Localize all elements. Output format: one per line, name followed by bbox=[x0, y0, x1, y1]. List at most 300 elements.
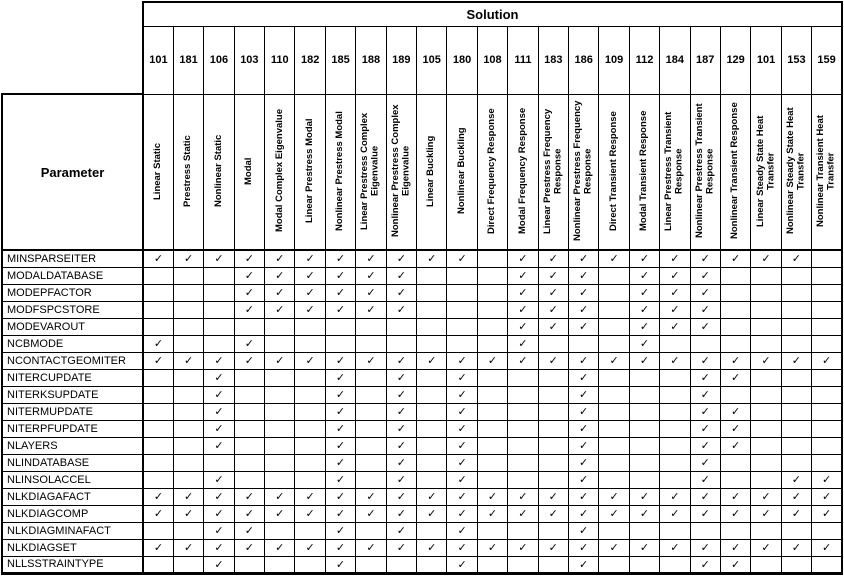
check-cell bbox=[143, 335, 173, 352]
empty-cell bbox=[204, 454, 234, 471]
check-cell bbox=[386, 539, 416, 556]
check-cell bbox=[447, 471, 477, 488]
empty-cell bbox=[781, 454, 811, 471]
check-icon: ✓ bbox=[791, 354, 801, 367]
empty-cell bbox=[204, 284, 234, 301]
check-icon: ✓ bbox=[548, 490, 558, 503]
check-icon: ✓ bbox=[396, 286, 406, 299]
check-cell bbox=[690, 250, 720, 267]
check-cell bbox=[812, 539, 842, 556]
empty-cell bbox=[356, 369, 386, 386]
check-cell bbox=[143, 250, 173, 267]
check-cell bbox=[690, 352, 720, 369]
check-cell bbox=[295, 284, 325, 301]
check-icon: ✓ bbox=[700, 269, 710, 282]
check-icon: ✓ bbox=[548, 303, 558, 316]
check-icon: ✓ bbox=[639, 286, 650, 299]
check-icon: ✓ bbox=[335, 252, 346, 266]
check-icon: ✓ bbox=[579, 456, 589, 469]
empty-cell bbox=[417, 267, 447, 284]
check-cell bbox=[690, 420, 720, 437]
check-cell bbox=[325, 556, 355, 573]
check-icon: ✓ bbox=[639, 541, 650, 554]
check-icon: ✓ bbox=[670, 541, 680, 554]
empty-cell bbox=[812, 284, 842, 301]
empty-cell bbox=[751, 301, 781, 318]
empty-cell bbox=[173, 386, 203, 403]
check-cell bbox=[508, 267, 538, 284]
check-icon: ✓ bbox=[518, 303, 528, 316]
check-icon: ✓ bbox=[639, 320, 650, 333]
check-cell bbox=[568, 352, 598, 369]
check-icon: ✓ bbox=[335, 473, 346, 486]
check-cell bbox=[508, 250, 538, 267]
column-label-cell bbox=[781, 94, 811, 250]
empty-cell bbox=[629, 522, 659, 539]
check-icon: ✓ bbox=[214, 524, 224, 537]
check-icon: ✓ bbox=[548, 286, 558, 299]
check-icon: ✓ bbox=[821, 490, 832, 503]
check-icon: ✓ bbox=[214, 371, 224, 384]
check-cell bbox=[386, 352, 416, 369]
empty-cell bbox=[265, 437, 295, 454]
check-cell bbox=[265, 267, 295, 284]
empty-cell bbox=[751, 522, 781, 539]
empty-cell bbox=[477, 284, 507, 301]
check-icon: ✓ bbox=[366, 286, 376, 299]
empty-cell bbox=[417, 301, 447, 318]
empty-cell bbox=[204, 301, 234, 318]
empty-cell bbox=[508, 556, 538, 573]
empty-cell bbox=[781, 386, 811, 403]
empty-cell bbox=[477, 522, 507, 539]
check-icon: ✓ bbox=[396, 422, 406, 435]
empty-cell bbox=[629, 369, 659, 386]
check-cell bbox=[690, 369, 720, 386]
check-cell bbox=[690, 318, 720, 335]
empty-cell bbox=[417, 556, 447, 573]
check-cell bbox=[204, 437, 234, 454]
empty-cell bbox=[265, 386, 295, 403]
column-code: 109 bbox=[599, 26, 629, 94]
check-icon: ✓ bbox=[427, 507, 437, 520]
check-cell bbox=[325, 437, 355, 454]
empty-cell bbox=[325, 318, 355, 335]
check-cell bbox=[204, 505, 234, 522]
check-icon: ✓ bbox=[731, 490, 741, 503]
empty-cell bbox=[629, 420, 659, 437]
empty-cell bbox=[417, 454, 447, 471]
check-cell bbox=[417, 250, 447, 267]
check-cell bbox=[690, 454, 720, 471]
check-cell bbox=[143, 352, 173, 369]
column-label-cell bbox=[477, 94, 507, 250]
check-cell bbox=[386, 301, 416, 318]
check-icon: ✓ bbox=[244, 354, 254, 367]
check-cell bbox=[568, 437, 598, 454]
column-code: 101 bbox=[751, 26, 781, 94]
column-label-cell bbox=[204, 94, 234, 250]
check-icon: ✓ bbox=[548, 541, 558, 554]
check-cell bbox=[325, 420, 355, 437]
empty-cell bbox=[751, 437, 781, 454]
check-cell bbox=[690, 539, 720, 556]
check-cell bbox=[173, 250, 203, 267]
empty-cell bbox=[660, 471, 690, 488]
check-icon: ✓ bbox=[275, 252, 285, 266]
empty-cell bbox=[295, 454, 325, 471]
check-icon: ✓ bbox=[579, 439, 589, 452]
empty-cell bbox=[295, 318, 325, 335]
empty-cell bbox=[477, 386, 507, 403]
empty-cell bbox=[477, 454, 507, 471]
check-cell bbox=[720, 556, 750, 573]
check-icon: ✓ bbox=[639, 303, 650, 316]
check-cell bbox=[568, 284, 598, 301]
check-icon: ✓ bbox=[396, 354, 406, 367]
column-label: Nonlinear Transient Heat Transfer bbox=[815, 115, 837, 227]
empty-cell bbox=[538, 369, 568, 386]
check-icon: ✓ bbox=[335, 557, 346, 571]
check-icon: ✓ bbox=[821, 473, 832, 486]
check-icon: ✓ bbox=[396, 473, 406, 486]
check-cell bbox=[447, 488, 477, 505]
check-cell bbox=[568, 318, 598, 335]
empty-cell bbox=[751, 284, 781, 301]
check-cell bbox=[386, 386, 416, 403]
table-row bbox=[2, 267, 842, 284]
empty-cell bbox=[143, 369, 173, 386]
empty-cell bbox=[751, 403, 781, 420]
column-label: Direct Transient Response bbox=[607, 111, 619, 231]
empty-cell bbox=[599, 301, 629, 318]
check-icon: ✓ bbox=[579, 405, 589, 418]
check-cell bbox=[295, 539, 325, 556]
table-row bbox=[2, 488, 842, 505]
check-icon: ✓ bbox=[609, 541, 619, 554]
check-cell bbox=[325, 267, 355, 284]
column-code: 182 bbox=[295, 26, 325, 94]
empty-cell bbox=[173, 556, 203, 573]
empty-cell bbox=[356, 420, 386, 437]
empty-cell bbox=[477, 335, 507, 352]
check-cell bbox=[447, 250, 477, 267]
empty-cell bbox=[812, 556, 842, 573]
empty-cell bbox=[386, 335, 416, 352]
empty-cell bbox=[599, 369, 629, 386]
check-icon: ✓ bbox=[761, 252, 771, 266]
check-icon: ✓ bbox=[670, 286, 680, 299]
check-cell bbox=[325, 403, 355, 420]
check-cell bbox=[629, 284, 659, 301]
check-icon: ✓ bbox=[548, 269, 558, 282]
column-code: 129 bbox=[720, 26, 750, 94]
empty-cell bbox=[599, 522, 629, 539]
check-icon: ✓ bbox=[366, 269, 376, 282]
check-cell bbox=[234, 505, 264, 522]
empty-cell bbox=[173, 420, 203, 437]
check-icon: ✓ bbox=[761, 490, 771, 503]
check-cell bbox=[720, 420, 750, 437]
parameter-name: NLLSSTRAINTYPE bbox=[2, 556, 143, 573]
check-cell bbox=[508, 301, 538, 318]
empty-cell bbox=[417, 403, 447, 420]
check-cell bbox=[325, 471, 355, 488]
check-cell bbox=[204, 420, 234, 437]
parameter-name: NCBMODE bbox=[2, 335, 143, 352]
check-cell bbox=[173, 505, 203, 522]
empty-cell bbox=[295, 437, 325, 454]
table-row bbox=[2, 284, 842, 301]
empty-cell bbox=[143, 420, 173, 437]
empty-cell bbox=[751, 335, 781, 352]
check-cell bbox=[508, 488, 538, 505]
empty-cell bbox=[599, 420, 629, 437]
check-icon: ✓ bbox=[670, 252, 680, 266]
check-cell bbox=[386, 420, 416, 437]
check-icon: ✓ bbox=[457, 507, 467, 520]
check-cell bbox=[538, 301, 568, 318]
column-code: 111 bbox=[508, 26, 538, 94]
check-icon: ✓ bbox=[579, 252, 589, 266]
check-icon: ✓ bbox=[579, 490, 589, 503]
check-icon: ✓ bbox=[579, 507, 589, 520]
empty-cell bbox=[538, 420, 568, 437]
check-icon: ✓ bbox=[305, 490, 315, 503]
check-icon: ✓ bbox=[275, 354, 285, 367]
check-icon: ✓ bbox=[366, 507, 376, 520]
empty-cell bbox=[538, 471, 568, 488]
empty-cell bbox=[751, 318, 781, 335]
check-icon: ✓ bbox=[396, 371, 406, 384]
check-cell bbox=[325, 522, 355, 539]
column-label: Linear Prestress Transient Response bbox=[663, 111, 685, 231]
table-row bbox=[2, 505, 842, 522]
check-icon: ✓ bbox=[609, 252, 619, 266]
empty-cell bbox=[599, 335, 629, 352]
column-label: Nonlinear Prestress Modal bbox=[334, 111, 346, 231]
check-icon: ✓ bbox=[305, 541, 315, 554]
check-icon: ✓ bbox=[244, 490, 254, 503]
check-cell bbox=[781, 488, 811, 505]
check-cell bbox=[629, 250, 659, 267]
check-cell bbox=[325, 250, 355, 267]
check-icon: ✓ bbox=[579, 473, 589, 486]
empty-cell bbox=[265, 335, 295, 352]
check-cell bbox=[447, 539, 477, 556]
column-label-cell bbox=[751, 94, 781, 250]
empty-cell bbox=[143, 267, 173, 284]
check-icon: ✓ bbox=[457, 456, 467, 469]
check-cell bbox=[720, 250, 750, 267]
check-icon: ✓ bbox=[791, 490, 801, 503]
check-cell bbox=[477, 539, 507, 556]
check-icon: ✓ bbox=[457, 422, 467, 435]
column-label-cell bbox=[538, 94, 568, 250]
empty-cell bbox=[477, 471, 507, 488]
check-cell bbox=[295, 505, 325, 522]
header-row-solution bbox=[2, 2, 842, 26]
column-label-cell bbox=[386, 94, 416, 250]
table-row bbox=[2, 522, 842, 539]
empty-cell bbox=[295, 403, 325, 420]
check-icon: ✓ bbox=[396, 524, 406, 537]
table-row bbox=[2, 318, 842, 335]
empty-cell bbox=[599, 556, 629, 573]
check-icon: ✓ bbox=[670, 490, 680, 503]
check-cell bbox=[690, 471, 720, 488]
empty-cell bbox=[751, 454, 781, 471]
check-icon: ✓ bbox=[305, 354, 315, 367]
empty-cell bbox=[599, 403, 629, 420]
empty-cell bbox=[812, 250, 842, 267]
column-code: 184 bbox=[660, 26, 690, 94]
column-label-cell bbox=[720, 94, 750, 250]
check-icon: ✓ bbox=[731, 507, 741, 520]
check-cell bbox=[325, 454, 355, 471]
check-cell bbox=[173, 539, 203, 556]
check-cell bbox=[538, 505, 568, 522]
column-code: 110 bbox=[265, 26, 295, 94]
empty-cell bbox=[234, 437, 264, 454]
empty-cell bbox=[356, 403, 386, 420]
check-icon: ✓ bbox=[700, 473, 710, 486]
check-icon: ✓ bbox=[548, 252, 558, 266]
empty-cell bbox=[417, 437, 447, 454]
empty-cell bbox=[477, 437, 507, 454]
empty-cell bbox=[295, 556, 325, 573]
check-icon: ✓ bbox=[670, 303, 680, 316]
check-cell bbox=[660, 301, 690, 318]
check-icon: ✓ bbox=[153, 354, 164, 367]
check-cell bbox=[720, 403, 750, 420]
check-cell bbox=[538, 284, 568, 301]
check-cell bbox=[447, 386, 477, 403]
column-code: 112 bbox=[629, 26, 659, 94]
parameter-name: MODALDATABASE bbox=[2, 267, 143, 284]
check-cell bbox=[386, 488, 416, 505]
check-icon: ✓ bbox=[244, 303, 254, 316]
check-icon: ✓ bbox=[335, 456, 346, 469]
parameter-name: NLAYERS bbox=[2, 437, 143, 454]
check-icon: ✓ bbox=[153, 252, 164, 266]
check-cell bbox=[538, 318, 568, 335]
check-icon: ✓ bbox=[457, 557, 467, 571]
check-icon: ✓ bbox=[731, 422, 741, 435]
empty-cell bbox=[356, 318, 386, 335]
check-cell bbox=[386, 369, 416, 386]
check-icon: ✓ bbox=[366, 354, 376, 367]
check-cell bbox=[538, 352, 568, 369]
check-cell bbox=[204, 403, 234, 420]
check-cell bbox=[386, 284, 416, 301]
check-icon: ✓ bbox=[579, 286, 589, 299]
empty-cell bbox=[173, 471, 203, 488]
column-label: Nonlinear Steady State Heat Transfer bbox=[784, 107, 807, 235]
check-cell bbox=[568, 403, 598, 420]
check-cell bbox=[751, 505, 781, 522]
empty-cell bbox=[386, 556, 416, 573]
empty-cell bbox=[781, 284, 811, 301]
check-icon: ✓ bbox=[609, 507, 619, 520]
empty-cell bbox=[295, 335, 325, 352]
check-cell bbox=[812, 488, 842, 505]
check-icon: ✓ bbox=[487, 354, 498, 367]
check-icon: ✓ bbox=[579, 524, 589, 537]
check-cell bbox=[173, 488, 203, 505]
column-label-cell bbox=[629, 94, 659, 250]
column-label: Linear Steady State Heat Transfer bbox=[754, 115, 776, 227]
empty-cell bbox=[660, 335, 690, 352]
empty-cell bbox=[477, 267, 507, 284]
check-icon: ✓ bbox=[305, 286, 315, 299]
empty-cell bbox=[812, 335, 842, 352]
empty-cell bbox=[599, 454, 629, 471]
check-icon: ✓ bbox=[396, 388, 406, 401]
solution-parameter-table bbox=[1, 1, 843, 575]
empty-cell bbox=[720, 522, 750, 539]
column-code: 159 bbox=[812, 26, 842, 94]
check-cell bbox=[690, 267, 720, 284]
column-label-cell bbox=[812, 94, 842, 250]
check-icon: ✓ bbox=[670, 269, 680, 282]
empty-cell bbox=[265, 369, 295, 386]
check-cell bbox=[568, 556, 598, 573]
empty-cell bbox=[781, 369, 811, 386]
check-cell bbox=[568, 522, 598, 539]
empty-cell bbox=[295, 369, 325, 386]
empty-cell bbox=[447, 318, 477, 335]
check-icon: ✓ bbox=[700, 456, 710, 469]
check-cell bbox=[356, 284, 386, 301]
check-cell bbox=[386, 250, 416, 267]
check-icon: ✓ bbox=[731, 439, 741, 452]
check-icon: ✓ bbox=[579, 541, 589, 554]
check-cell bbox=[660, 267, 690, 284]
check-cell bbox=[325, 352, 355, 369]
empty-cell bbox=[356, 556, 386, 573]
empty-cell bbox=[295, 420, 325, 437]
check-cell bbox=[204, 488, 234, 505]
check-icon: ✓ bbox=[579, 269, 589, 282]
check-cell bbox=[234, 250, 264, 267]
check-icon: ✓ bbox=[791, 252, 801, 266]
check-icon: ✓ bbox=[821, 354, 832, 367]
column-label: Modal Transient Response bbox=[638, 110, 650, 232]
empty-cell bbox=[599, 471, 629, 488]
check-icon: ✓ bbox=[366, 303, 376, 316]
empty-cell bbox=[660, 556, 690, 573]
column-label-cell bbox=[356, 94, 386, 250]
check-icon: ✓ bbox=[700, 286, 710, 299]
parameter-name: MODEPFACTOR bbox=[2, 284, 143, 301]
empty-cell bbox=[204, 267, 234, 284]
empty-cell bbox=[508, 369, 538, 386]
column-label: Nonlinear Prestress Transient Response bbox=[693, 103, 716, 239]
check-cell bbox=[356, 539, 386, 556]
check-cell bbox=[356, 301, 386, 318]
empty-cell bbox=[417, 522, 447, 539]
check-icon: ✓ bbox=[791, 473, 801, 486]
check-cell bbox=[660, 318, 690, 335]
check-cell bbox=[720, 437, 750, 454]
check-icon: ✓ bbox=[335, 507, 346, 520]
empty-cell bbox=[417, 318, 447, 335]
check-icon: ✓ bbox=[335, 371, 346, 384]
check-icon: ✓ bbox=[518, 337, 528, 350]
check-icon: ✓ bbox=[335, 354, 346, 367]
empty-cell bbox=[173, 403, 203, 420]
